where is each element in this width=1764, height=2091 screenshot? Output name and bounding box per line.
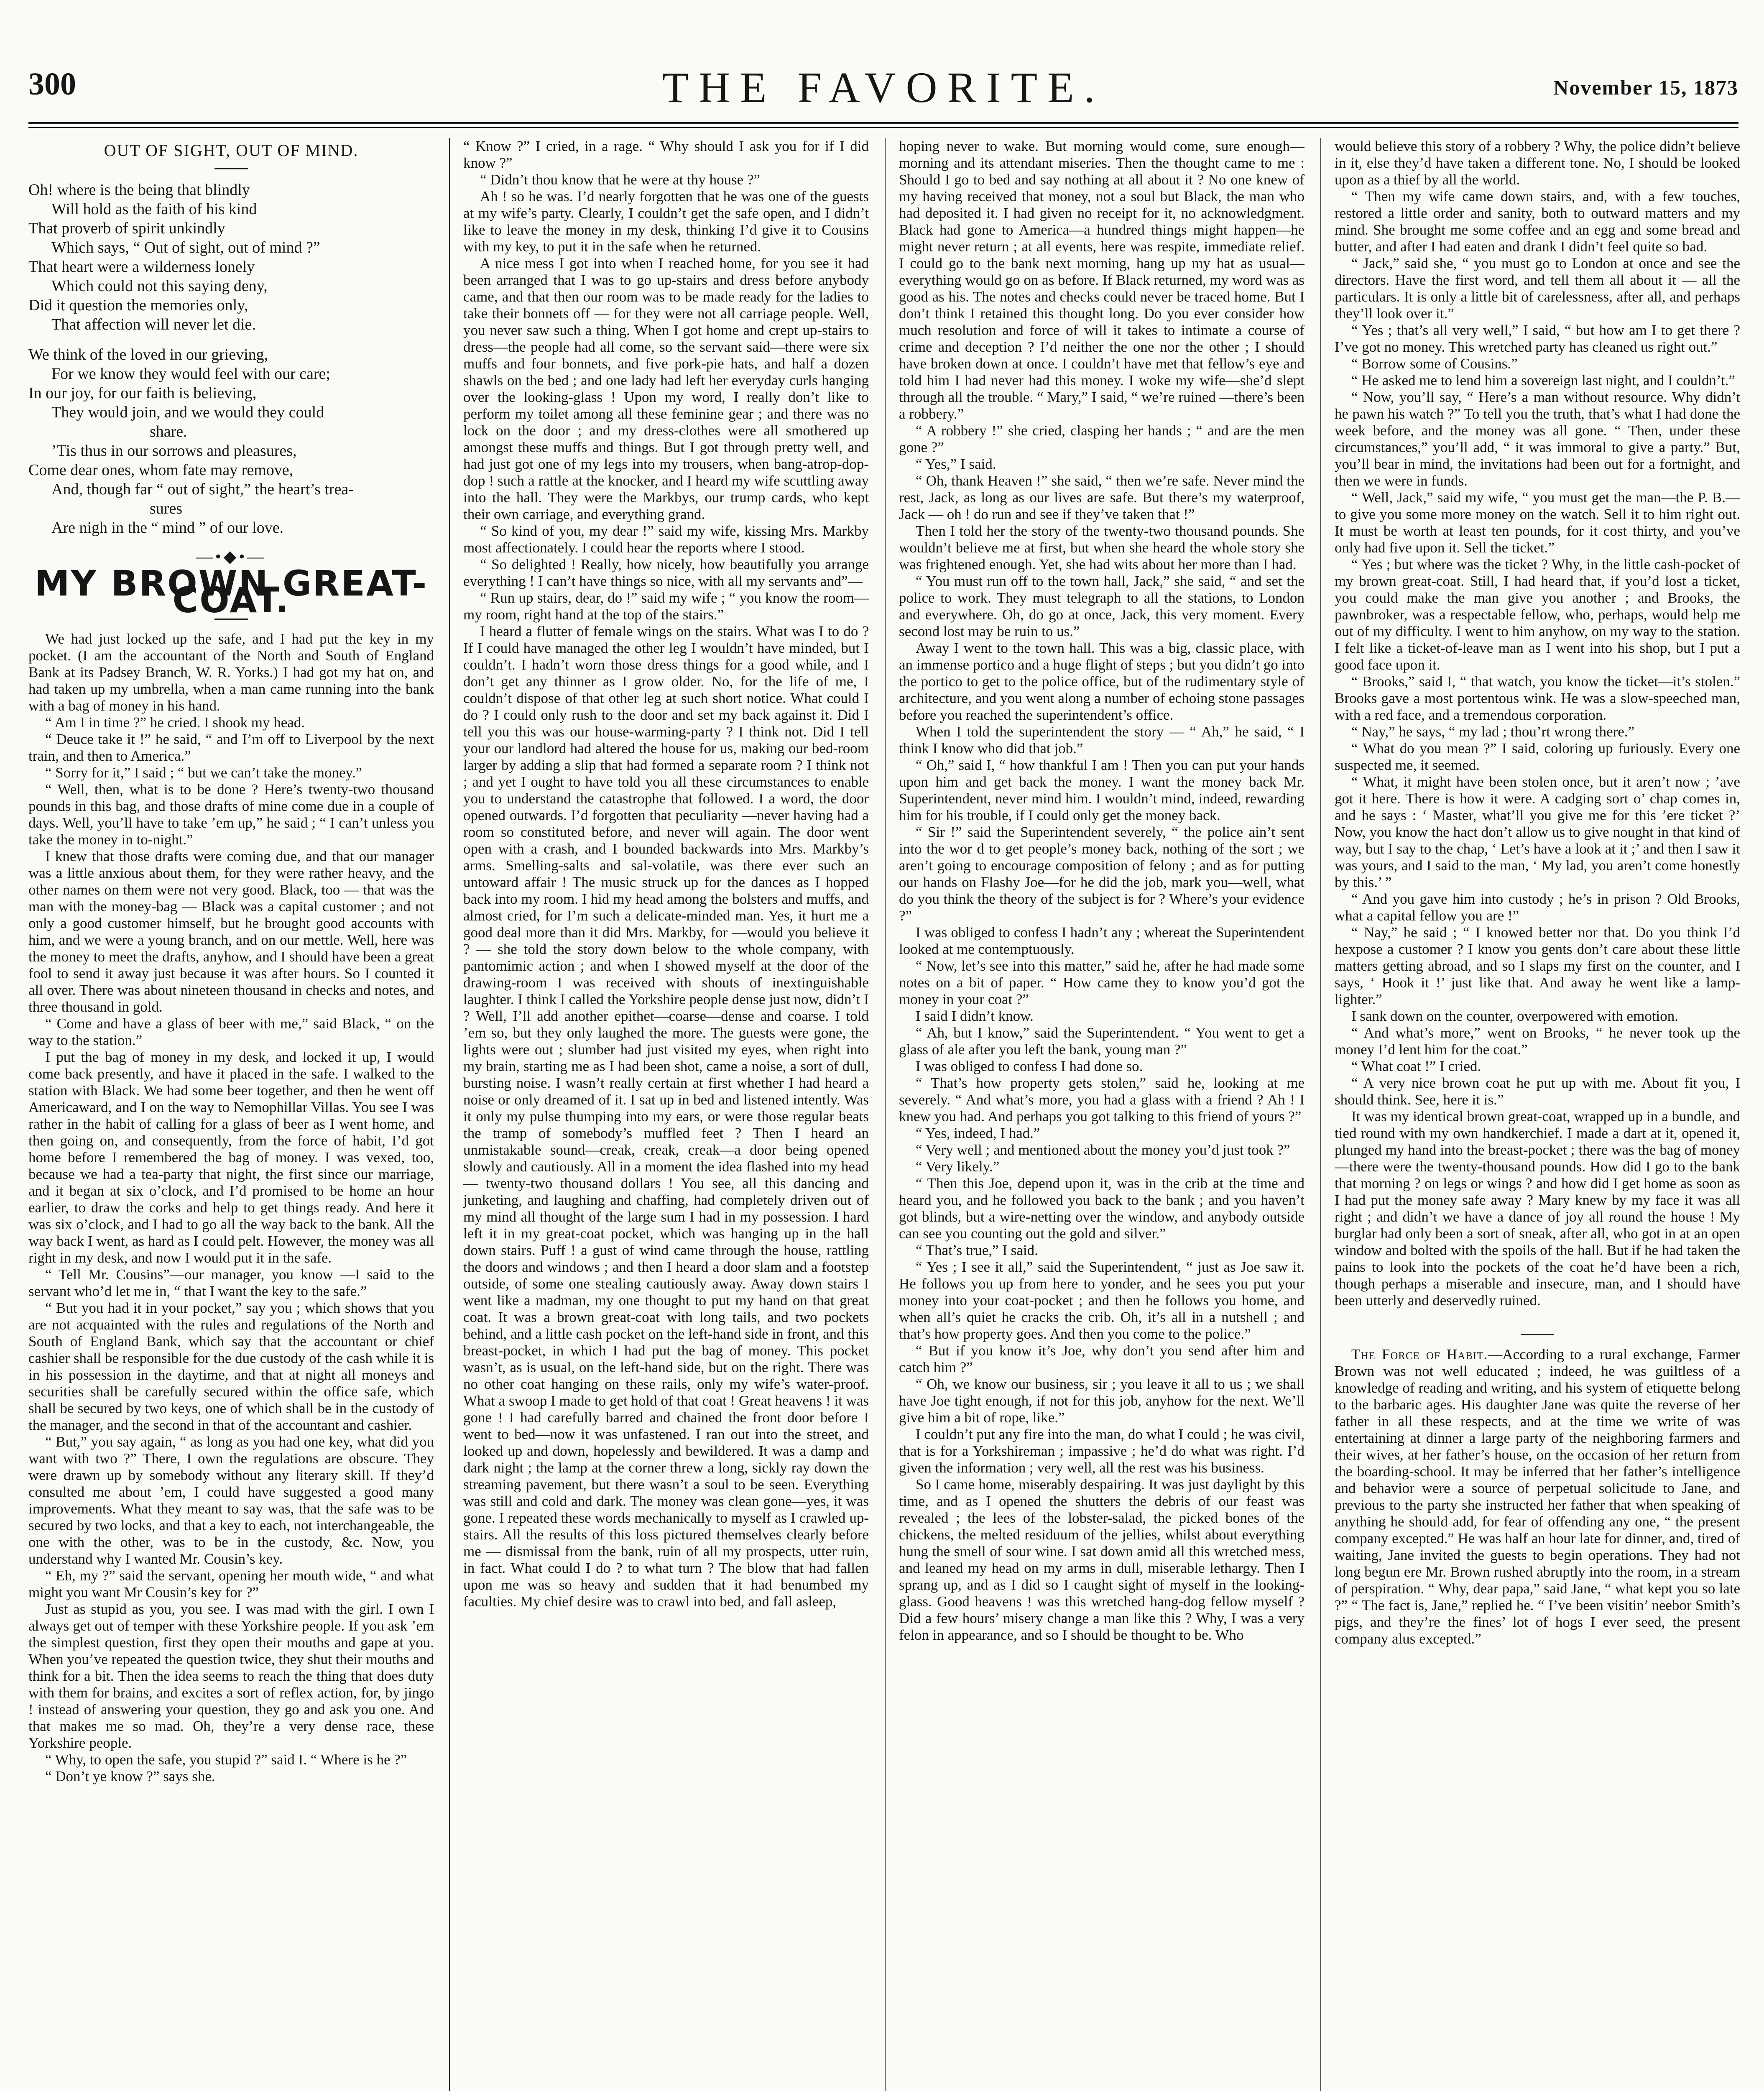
poem-title: OUT OF SIGHT, OUT OF MIND. <box>104 141 359 160</box>
poem-stanza <box>28 180 434 334</box>
story-paragraph: I heard a flutter of female wings on the stairs. What was I to do ? If I could have managed the other leg I wouldn’t have minded, but I couldn’t. I hadn’t worn those dress things for a good while, and I don’t get any thinner as I grow older. No, for the life of me, I couldn’t dispose of that other leg at such short notice. What could I do ? I could only rush to the door and set my back against it. Did I tell you this was our house-warming-party ? I think not. Did I tell your our landlord had altered the house for us, making our bed-room larger by adding a slip that had formed a separate room ? I think not ; and yet I ought to have told you all these circumstances to enable you to understand the catastrophe that followed. I a word, the door opened outwards. I’d forgotten that peculiarity —never having had a room so constituted before, and never will again. The door went open with a crash, and I bounded backwards into Mrs. Markby’s arms. Smelling-salts and sal-volatile, was there ever such an untoward affair ! The music struck up for the dances as I hopped back into my room. I hid my head among the bolsters and muffs, and almost cried, for I’m such a delicate-minded man. Yes, it hurt me a good deal more than it did Mrs. Markby, for —would you believe it ? — she told the story down below to the whole company, with pantomimic action ; and when I showed myself at the door of the drawing-room I was received with shouts of inextinguishable laughter. I think I called the Yorkshire people dense just now, didn’t I ? Well, I’ll add another epithet—coarse—dense and coarse. I told ’em so, but they only laughed the more. The guests were gone, the lights were out ; slumber had just visited my eyes, when right into my brain, starting me as I had been shot, came a noise, a sort of dull, bursting noise. I wasn’t really certain at first whether I had heard a noise or only dreamed of it. I sat up in bed and listened intently. Was it only my pulse thumping into my ears, or were those regular beats the tramp of somebody’s muffled feet ? Then I heard an unmistakable sound—creak, creak, creak—a door being opened slowly and cautiously. All in a moment the idea flashed into my head — twenty-two thousand dollars ! You see, all this dancing and junketing, and laughing and chaffing, had completely driven out of my mind all thought of the large sum I had in my possession. I hard left it in my great-coat pocket, which was hanging up in the hall down stairs. Puff ! a gust of wind came through the house, rattling the doors and windows ; and then I heard a door slam and a footstep outside, of some one stealing cautiously away. Away down stairs I went like a madman, my one thought to put my hand on that great coat. It was a brown great-coat with long tails, and two pockets behind, and a little cash pocket on the left-hand side in front, and this breast-pocket, in which I had put the bag of money. This pocket wasn’t, as is usual, on the left-hand side, but on the right. There was no other coat hanging on these rails, only my wife’s water-proof. What a swoop I made to get hold of that coat ! Great heavens ! it was gone ! I had carefully barred and chained the front door before I went to bed—now it was unfastened. I ran out into the street, and looked up and down, hopelessly and bewildered. It was a damp and dark night ; the lamp at the corner threw a long, sickly ray down the streaming pavement, but there wasn’t a soul to be seen. Everything was still and cold and dark. The money was clean gone—yes, it was gone. I repeated these words mechanically to myself as I crawled up-stairs. All the results of this loss pictured themselves clearly before me — dismissal from the bank, ruin of all my prospects, utter ruin, in fact. What could I do ? to what turn ? The blow that had fallen upon me was so heavy and sudden that it had benumbed my faculties. My chief desire was to crawl into bed, and fall asleep, <box>463 623 869 1610</box>
story-paragraph: “ So kind of you, my dear !” said my wife, kissing Mrs. Markby most affectionately. I could hear the reports where I stood. <box>463 523 869 556</box>
story-paragraph: “ Yes ; but where was the ticket ? Why, in the little cash-pocket of my brown great-coat. Still, I had heard that, if you’d lost a ticket, you could make the man give you another ; and Brooks, the pawnbroker, was a respectable fellow, who, perhaps, would help me out of my difficulty. I went to him anyhow, on my way to the station. I felt like a ticket-of-leave man as I went into his shop, but I put a good face upon it. <box>1335 556 1740 673</box>
story-paragraph: We had just locked up the safe, and I had put the key in my pocket. (I am the accountant of the North and South of England Bank at its Padsey Branch, W. R. Yorks.) I had got my hat on, and had taken up my umbrella, when a man came running into the bank with a bag of money in his hand. <box>28 631 434 714</box>
story-paragraph: “ Sorry for it,” I said ; “ but we can’t take the money.” <box>45 764 363 781</box>
story-paragraph: I was obliged to confess I hadn’t any ; whereat the Superintendent looked at me contemptuously. <box>899 924 1304 957</box>
story-paragraph: I said I didn’t know. <box>916 1008 1034 1024</box>
masthead <box>28 63 1738 117</box>
brief-rule <box>1521 1334 1554 1335</box>
story-paragraph: I couldn’t put any fire into the man, do what I could ; he was civil, that is for a Yorkshireman ; impassive ; he’d do what was right. I’d given the information ; very well, all the rest was his business. <box>899 1426 1304 1476</box>
story-paragraph: “ And you gave him into custody ; he’s in prison ? Old Brooks, what a capital fellow you are !” <box>1335 891 1740 924</box>
story-paragraph: “ Then my wife came down stairs, and, with a few touches, restored a little order and sanity, both to outward matters and my mind. She brought me some coffee and an egg and some bread and butter, and after I had eaten and drank I didn’t feel quite so bad. <box>1335 188 1740 255</box>
story-paragraph: “ Well, Jack,” said my wife, “ you must get the man—the P. B.—to give you some more money on the watch. Sell it to him right out. It must be worth at least ten pounds, for it cost thirty, and you’ve only had five upon it. Sell the ticket.” <box>1335 489 1740 556</box>
story-paragraph: “ Eh, my ?” said the servant, opening her mouth wide, “ and what might you want Mr Cousin’s key for ?” <box>28 1567 434 1600</box>
poem-line: That heart were a wilderness lonely <box>28 258 255 276</box>
story-paragraph: I put the bag of money in my desk, and locked it up, I would come back presently, and have it placed in the safe. I walked to the station with Black. We had some beer together, and then he went off Americaward, and I on the way to Nemophillar Villas. You see I was rather in the habit of calling for a glass of beer as I went home, and then going on, and consequently, from the force of habit, I’d got home before I remembered the bag of money. I was vexed, too, because we had a tea-party that night, the first since our marriage, and it began at six o’clock, and I’d promised to be home an hour earlier, to draw the corks and help to get things ready. And here it was six o’clock, and I had to go all the way back to the bank. All the way back I went, as hard as I could pelt. However, the money was all right in my desk, and now I would put it in the safe. <box>28 1049 434 1266</box>
poem-line: For we know they would feel with our care; <box>51 365 330 383</box>
story-title: MY BROWN GREAT-COAT. <box>34 563 428 621</box>
story-paragraph: “ Yes ; I see it all,” said the Superintendent, “ just as Joe saw it. He follows you up from here to yonder, and he sees you put your money into your coat-pocket ; and then he follows you home, and when all’s quiet he cracks the crib. Oh, it’s all in a nutshell ; and that’s how property goes. And then you come to the police.” <box>899 1259 1304 1342</box>
newspaper-title: THE FAVORITE. <box>662 64 1105 112</box>
story-text-col1 <box>28 631 434 1785</box>
story-paragraph: “ You must run off to the town hall, Jack,” she said, “ and set the police to work. They must telegraph to all the stations, to London and everywhere. Oh, do go at once, Jack, this very moment. Every second lost may be ruin to us.” <box>899 573 1304 639</box>
story-paragraph: “ Yes,” I said. <box>916 456 996 472</box>
poem-line: Are nigh in the “ mind ” of our love. <box>51 519 284 537</box>
story-paragraph: “ Nay,” he said ; “ I knowed better nor that. Do you think I’d hexpose a customer ? I know you gents don’t care about these little matters getting abroad, and so I slaps my first on the counter, and I says, ‘ Hook it !’ just like that. And away he went like a lamp-lighter.” <box>1335 924 1740 1007</box>
story-text-col2 <box>463 138 869 1610</box>
poem-line: share. <box>150 423 187 440</box>
poem-line: Which could not this saying deny, <box>51 277 268 295</box>
story-paragraph: It was my identical brown great-coat, wrapped up in a bundle, and tied round with my own handkerchief. I made a dart at it, opened it, plunged my hand into the breast-pocket ; there was the bag of money—there were the twenty-thousand pounds. How did I go to the bank that morning ? on legs or wings ? and how did I get home as soon as I had put the money safe away ? Mary knew by my face it was all right ; and didn’t we have a dance of joy all round the house ! My burglar had only been a sort of sneak, after all, who got in at an open window and bolted with the spoils of the hall. But if he had taken the pains to look into the pockets of the coat he’d have been a rich, though perhaps a miserable and insecure, man, and I should have been utterly and deservedly ruined. <box>1335 1108 1740 1309</box>
story-paragraph: “ But you had it in your pocket,” say you ; which shows that you are not acquainted with the rules and regulations of the North and South of England Bank, which say that the accountant or chief cashier shall be responsible for the due custody of the cash while it is in his possession in the daytime, and that at night all moneys and securities shall be carefully secured within the office safe, which shall be secured by two keys, one of which shall be in the custody of the manager, and the second in that of the accountant and cashier. <box>28 1300 434 1433</box>
story-paragraph: hoping never to wake. But morning would come, sure enough—morning and its attendant miseries. Then the thought came to me : Should I go to bed and say nothing at all about it ? No one knew of my having received that money, not a soul but Black, the man who had deposited it. I had given no receipt for it, no acknowledgment. Black had gone to America—a hundred things might happen—he might never return ; at all events, here was respite, immediate relief. I could go to the bank next morning, hang up my hat as usual—everything would go on as before. If Black returned, my word was as good as his. The notes and checks could never be traced home. But I don’t think I retained this thought long. Do you ever consider how much resolution and force of will it takes to intimate a course of crime and deception ? I’d neither the one nor the other ; I should have broken down at once. I couldn’t have met that fellow’s eye and told him I had never had this money. I woke my wife—she’d slept through all the trouble. “ Mary,” I said, “ we’re ruined —there’s been a robbery.” <box>899 138 1304 422</box>
title-rule <box>214 168 248 169</box>
story-paragraph: “ Ah, but I know,” said the Superintendent. “ You went to get a glass of ale after you left the bank, young man ?” <box>899 1025 1304 1058</box>
story-paragraph: “ That’s how property gets stolen,” said he, looking at me severely. “ And what’s more, you had a glass with a friend ? Ah ! I knew you had. And perhaps you got talking to this friend of yours ?” <box>899 1075 1304 1125</box>
story-paragraph: “ Oh, we know our business, sir ; you leave it all to us ; we shall have Joe tight enough, if not for this job, anyhow for the next. We’ll give him a bit of rope, like.” <box>899 1376 1304 1426</box>
brief-body: —According to a rural exchange, Farmer Brown was not well educated ; indeed, he was guiltless of a knowledge of reading and writing, and his system of etiquette belong to the barbaric ages. His daughter Jane was quite the reverse of her father in all these respects, and at the time we write of was entertaining at dinner a large party of the neighboring farmers and their wives, at her father’s house, on the occasion of her return from the boarding-school. It may be inferred that her father’s intelligence and behavior were a source of perpetual solicitude to Jane, and previous to the party she instructed her father that when speaking of anything he should add, for fear of offending any one, “ the present company excepted.” He was half an hour late for dinner, and, tired of waiting, Jane invited the guests to begin operations. They had not long begun ere Mr. Brown rushed abruptly into the room, in a stream of perspiration. “ Why, dear papa,” said Jane, “ what kept you so late ?” “ The fact is, Jane,” replied he. “ I’ve been visitin’ neebor Smith’s pigs, and they’re the fines’ lot of hogs I ever seed, the present company alus excepted.” <box>1335 1346 1740 1647</box>
poem-line: Oh! where is the being that blindly <box>28 181 250 199</box>
story-paragraph: “ Oh, thank Heaven !” she said, “ then we’re safe. Never mind the rest, Jack, as long as our lives are safe. But there’s my waterproof, Jack — oh ! do run and see if they’ve taken that !” <box>899 473 1304 522</box>
poem-line: Will hold as the faith of his kind <box>51 200 257 218</box>
story-paragraph: “ Very likely.” <box>916 1158 1000 1175</box>
story-paragraph: “ Now, you’ll say, “ Here’s a man without resource. Why didn’t he pawn his watch ?” To tell you the truth, that’s what I had done the week before, and the money was all gone. “ Then, under these circumstances,” you’ll add, “ it was immoral to give a party.” But, you’ll bear in mind, the invitations had been out for a fortnight, and then we were in funds. <box>1335 389 1740 489</box>
story-paragraph: I sank down on the counter, overpowered with emotion. <box>1351 1008 1679 1024</box>
masthead-rule-thin <box>28 127 1738 128</box>
poem-line: They would join, and we would they could <box>51 404 324 421</box>
story-paragraph: Away I went to the town hall. This was a big, classic place, with an immense portico and a huge flight of steps ; but you didn’t go into the portico to get to the police office, but of the rudimentary style of architecture, and you went along a number of echoing stone passages before you reached the superintendent’s office. <box>899 640 1304 723</box>
story-paragraph: Then I told her the story of the twenty-two thousand pounds. She wouldn’t believe me at first, but when she heard the whole story she was frightened enough. Yet, she had wits about her more than I had. <box>899 523 1304 573</box>
poem-line: Did it question the memories only, <box>28 297 248 314</box>
story-paragraph: “ Brooks,” said I, “ that watch, you know the ticket—it’s stolen.” Brooks gave a most portentous wink. He was a slow-speeched man, with a red face, and a tremendous corporation. <box>1335 673 1740 723</box>
story-paragraph: “ But if you know it’s Joe, why don’t you send after him and catch him ?” <box>899 1342 1304 1375</box>
section-ornament: —•◆•— <box>196 547 267 566</box>
story-paragraph: “ Borrow some of Cousins.” <box>1351 355 1518 372</box>
column-4 <box>1335 138 1740 2091</box>
story-paragraph: “ Run up stairs, dear, do !” said my wife ; “ you know the room—my room, right hand at the top of the stairs.” <box>463 590 869 623</box>
poem-line: In our joy, for our faith is believing, <box>28 384 257 402</box>
story-paragraph: Just as stupid as you, you see. I was mad with the girl. I own I always get out of temper with these Yorkshire people. If you ask ’em the simplest question, first they open their mouths and gape at you. When you’ve repeated the question twice, they shut their mouths and think for a bit. Then the idea seems to reach the thing that does duty with them for brains, and excites a sort of reflex action, for, by jingo ! instead of answering your question, they go and ask you one. And that makes me so mad. Oh, they’re a very dense race, these Yorkshire people. <box>28 1601 434 1751</box>
story-paragraph: “ What do you mean ?” I said, coloring up furiously. Every one suspected me, it seemed. <box>1335 740 1740 773</box>
story-paragraph: Ah ! so he was. I’d nearly forgotten that he was one of the guests at my wife’s party. Clearly, I couldn’t get the safe open, and I didn’t like to leave the money in my desk, thinking I’d give it to Cousins with my key, to put it in the safe when he returned. <box>463 188 869 255</box>
story-paragraph: “ So delighted ! Really, how nicely, how beautifully you arrange everything ! I can’t have things so nice, with all my servants and”— <box>463 556 869 589</box>
column-3 <box>899 138 1304 2091</box>
story-paragraph: “ A robbery !” she cried, clasping her hands ; “ and are the men gone ?” <box>899 422 1304 455</box>
spacer <box>1335 1309 1740 1334</box>
column-divider <box>885 138 886 2091</box>
story-paragraph: I knew that those drafts were coming due, and that our manager was a little anxious about them, for they were rather heavy, and the other names on them were not very good. Black, too — that was the man with the money-bag — Black was a capital customer ; and not only a good customer himself, but he brought good accounts with him, and we were a young branch, and on our mettle. Well, here was the money to meet the drafts, anyhow, and I should have been a great fool to send it away just because it was after hours. So I counted it all over. There was about nineteen thousand in checks and notes, and three thousand in gold. <box>28 848 434 1015</box>
brief-item <box>1335 1346 1740 1647</box>
story-paragraph: “ Nay,” he says, “ my lad ; thou’rt wrong there.” <box>1351 723 1635 740</box>
poem-line: ’Tis thus in our sorrows and pleasures, <box>51 442 297 460</box>
column-divider <box>449 138 450 2091</box>
story-paragraph: “ What coat !” I cried. <box>1351 1058 1481 1074</box>
issue-date: November 15, 1873 <box>1553 76 1738 99</box>
poem-line: Which says, “ Out of sight, out of mind ?” <box>51 239 320 256</box>
column-divider <box>1320 138 1321 2091</box>
poem-line: That affection will never let die. <box>51 316 256 333</box>
story-paragraph: “ Don’t ye know ?” says she. <box>45 1768 215 1784</box>
story-paragraph: “ And what’s more,” went on Brooks, “ he never took up the money I’d lent him for the coat.” <box>1335 1025 1740 1058</box>
story-paragraph: “ A very nice brown coat he put up with me. About fit you, I should think. See, here it is.” <box>1335 1075 1740 1108</box>
poem-line: That proverb of spirit unkindly <box>28 220 225 237</box>
page-number: 300 <box>28 66 76 102</box>
story-paragraph: “ Jack,” said she, “ you must go to London at once and see the directors. Have the first word, and tell them all about it — all the particulars. It is only a little bit of carelessness, after all, and perhaps they’ll look over it.” <box>1335 255 1740 322</box>
story-paragraph: When I told the superintendent the story — “ Ah,” he said, “ I think I know who did that job.” <box>899 723 1304 757</box>
story-paragraph: I was obliged to confess I had done so. <box>916 1058 1143 1074</box>
story-paragraph: “ That’s true,” I said. <box>916 1242 1038 1258</box>
story-paragraph: “ He asked me to lend him a sovereign last night, and I couldn’t.” <box>1351 372 1735 389</box>
story-paragraph: “ Oh,” said I, “ how thankful I am ! Then you can put your hands upon him and get back the money. I want the money back Mr. Superintendent, never mind him. I wouldn’t mind, indeed, rewarding him for his trouble, if I could only get the money back. <box>899 757 1304 823</box>
story-paragraph: So I came home, miserably despairing. It was just daylight by this time, and as I opened the shutters the debris of our feast was revealed ; the lees of the lobster-salad, the picked bones of the chickens, the melted residuum of the jellies, whilst about everything hung the smell of sour wine. I sat down amid all this wretched mess, and leaned my head on my arms in dull, miserable lethargy. Then I sprang up, and as I did so I caught sight of myself in the looking-glass. Good heavens ! was this wretched hang-dog fellow myself ? Did a few hours’ misery change a man like this ? Why, I was a very felon in appearance, and so I should be thought to be. Who <box>899 1476 1304 1643</box>
poem-line: We think of the loved in our grieving, <box>28 346 268 363</box>
poem-line: Come dear ones, whom fate may remove, <box>28 461 294 479</box>
story-paragraph: A nice mess I got into when I reached home, for you see it had been arranged that I was to go up-stairs and dress before anybody came, and that then our room was to be made ready for the ladies to take their bonnets off — for they were not all carriage people. Well, you never saw such a thing. When I got home and crept up-stairs to dress—the people had all come, so the servant said—there were six muffs and four bonnets, and five pork-pie hats, and half a dozen shawls on the bed ; and one lady had left her everyday curls hanging over the looking-glass ! Upon my word, I really don’t like to perform my toilet among all these feminine gear ; and there was no lock on the door ; and my dress-clothes were all smothered up amongst these muffs and things. But I got through pretty well, and had just got one of my legs into my trousers, when bang-atrop-dop-dop ! such a rattle at the knocker, and I heard my wife scuttling away into the hall. They were the Markbys, our trump cards, who kept their own carriage, and everything grand. <box>463 255 869 522</box>
poem-line: sures <box>150 500 183 517</box>
story-paragraph: “ Very well ; and mentioned about the money you’d just took ?” <box>916 1142 1290 1158</box>
story-paragraph: would believe this story of a robbery ? Why, the police didn’t believe in it, else they’d have taken a different tone. No, I should be looked upon as a thief by all the world. <box>1335 138 1740 188</box>
column-2 <box>463 138 869 2091</box>
poem-body <box>28 180 434 537</box>
masthead-rule <box>28 122 1738 124</box>
story-paragraph: “ Then this Joe, depend upon it, was in the crib at the time and heard you, and he followed you back to the bank ; and you haven’t got blinds, but a wire-netting over the window, and anybody outside can see you counting out the gold and silver.” <box>899 1175 1304 1242</box>
story-paragraph: “ Well, then, what is to be done ? Here’s twenty-two thousand pounds in this bag, and those drafts of mine come due in a couple of days. Well, you’ll have to take ’em up,” he said ; “ I can’t unless you take the money in to-night.” <box>28 781 434 848</box>
story-paragraph: “ Yes, indeed, I had.” <box>916 1125 1040 1141</box>
story-text-col3 <box>899 138 1304 1644</box>
story-paragraph: “ Sir !” said the Superintendent severely, “ the police ain’t sent into the wor d to get people’s money back, nothing of the sort ; we aren’t going to encourage composition of felony ; and as for putting our hands on Flashy Joe—for he did the job, mark you—well, what do you think the theory of the subject is for ? Where’s your evidence ?” <box>899 824 1304 924</box>
story-paragraph: “ Come and have a glass of beer with me,” said Black, “ on the way to the station.” <box>28 1015 434 1048</box>
column-1 <box>28 138 434 2091</box>
story-paragraph: “ Didn’t thou know that he were at thy house ?” <box>480 171 761 188</box>
story-paragraph: “ Know ?” I cried, in a rage. “ Why should I ask you for if I did know ?” <box>463 138 869 171</box>
story-paragraph: “ Am I in time ?” he cried. I shook my head. <box>45 714 305 731</box>
columns <box>28 138 1738 2091</box>
story-paragraph: “ What, it might have been stolen once, but it aren’t now ; ’ave got it here. There is how it were. A cadging sort o’ chap comes in, and he says : ‘ Master, what’ll you give me for this ’ere ticket ?’ Now, you know the hact don’t allow us to give nought in that kind of way, but I say to the chap, ‘ Let’s have a look at it ;’ and then I saw it was yours, and I said to the man, ‘ My lad, you aren’t come honestly by this.’ ” <box>1335 774 1740 890</box>
story-text-col4 <box>1335 138 1740 1309</box>
brief-heading: The Force of Habit. <box>1351 1346 1488 1362</box>
story-paragraph: “ Now, let’s see into this matter,” said he, after he had made some notes on a bit of paper. “ How came they to know you’d got the money in your coat ?” <box>899 958 1304 1007</box>
story-paragraph: “ But,” you say again, “ as long as you had one key, what did you want with two ?” There, I own the regulations are obscure. They were drawn up by somebody without any literary skill. If they’d consulted me about ’em, I could have suggested a good many improvements. What they meant to say was, that the safe was to be secured by two locks, and that a key to each, not interchangeable, the one with the other, was to be in the custody, &c. Now, you understand why I wanted Mr. Cousin’s key. <box>28 1434 434 1567</box>
story-paragraph: “ Deuce take it !” he said, “ and I’m off to Liverpool by the next train, and then to America.” <box>28 731 434 764</box>
story-paragraph: “ Tell Mr. Cousins”—our manager, you know —I said to the servant who’d let me in, “ that I want the key to the safe.” <box>28 1266 434 1299</box>
poem-stanza <box>28 345 434 537</box>
story-paragraph: “ Why, to open the safe, you stupid ?” said I. “ Where is he ?” <box>45 1751 407 1768</box>
story-paragraph: “ Yes ; that’s all very well,” I said, “ but how am I to get there ? I’ve got no money. This wretched party has cleaned us right out.” <box>1335 322 1740 355</box>
poem-line: And, though far “ out of sight,” the heart’s trea- <box>51 481 354 498</box>
